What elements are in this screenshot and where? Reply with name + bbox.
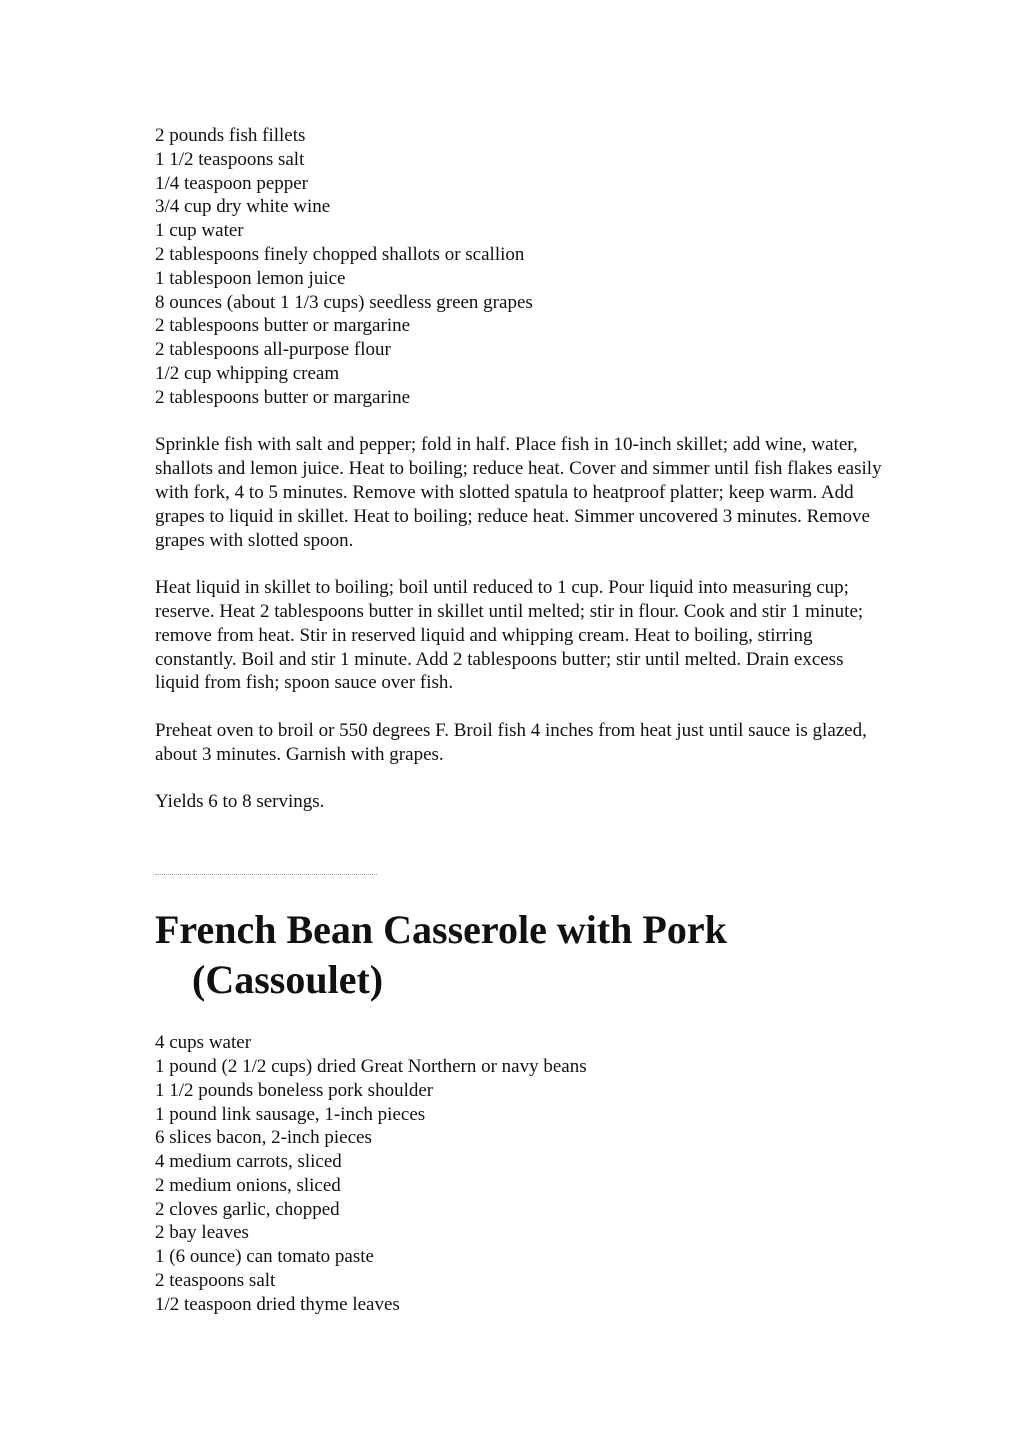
ingredient-item: 2 cloves garlic, chopped: [155, 1198, 340, 1220]
ingredient-item: 2 teaspoons salt: [155, 1270, 276, 1292]
ingredient-item: 2 tablespoons butter or margarine: [155, 315, 411, 337]
ingredient-item: 2 tablespoons finely chopped shallots or scallion: [155, 243, 525, 265]
instruction-paragraph: Heat liquid in skillet to boiling; boil until reduced to 1 cup. Pour liquid into measuring cup; reserve. Heat 2 tablespoons butter in skillet until melted; stir in flour. Cook and stir 1 minute; remove from heat. Stir in reserved liquid and whipping cream. Heat to boiling, stirring constantly. Boil and stir 1 minute. Add 2 tablespoons butter; stir until melted. Drain excess liquid from fish; spoon sauce over fish.: [155, 577, 864, 694]
ingredient-item: 1 pound link sausage, 1-inch pieces: [155, 1103, 426, 1125]
ingredient-list: [155, 124, 885, 410]
recipe-title: French Bean Casserole with Pork (Cassoulet): [155, 907, 727, 1003]
ingredient-item: 8 ounces (about 1 1/3 cups) seedless green grapes: [155, 291, 533, 313]
instruction-paragraph: Sprinkle fish with salt and pepper; fold in half. Place fish in 10-inch skillet; add wine, water, shallots and lemon juice. Heat to boiling; reduce heat. Cover and simmer until fish flakes easily with fork, 4 to 5 minutes. Remove with slotted spatula to heatproof platter; keep warm. Add grapes to liquid in skillet. Heat to boiling; reduce heat. Simmer uncovered 3 minutes. Remove grapes with slotted spoon.: [155, 434, 882, 551]
yield-text: Yields 6 to 8 servings.: [155, 791, 325, 813]
ingredient-item: 1 1/2 teaspoons salt: [155, 148, 305, 170]
ingredient-item: 1 pound (2 1/2 cups) dried Great Northern or navy beans: [155, 1055, 587, 1077]
section-divider: [155, 874, 377, 875]
ingredient-item: 3/4 cup dry white wine: [155, 196, 331, 218]
ingredient-item: 2 bay leaves: [155, 1222, 249, 1244]
ingredient-list: [155, 1031, 885, 1317]
ingredient-item: 1/4 teaspoon pepper: [155, 172, 309, 194]
ingredient-item: 1/2 teaspoon dried thyme leaves: [155, 1293, 400, 1315]
ingredient-item: 4 cups water: [155, 1032, 252, 1054]
ingredient-item: 4 medium carrots, sliced: [155, 1151, 342, 1173]
ingredient-item: 1 tablespoon lemon juice: [155, 267, 346, 289]
ingredient-item: 1 1/2 pounds boneless pork shoulder: [155, 1079, 434, 1101]
ingredient-item: 6 slices bacon, 2-inch pieces: [155, 1127, 372, 1149]
document-page: [155, 124, 885, 1317]
ingredient-item: 2 tablespoons butter or margarine: [155, 386, 411, 408]
instruction-paragraph: Preheat oven to broil or 550 degrees F. Broil fish 4 inches from heat just until sauce is glazed, about 3 minutes. Garnish with grapes.: [155, 719, 867, 765]
ingredient-item: 1 cup water: [155, 220, 244, 242]
ingredient-item: 2 medium onions, sliced: [155, 1174, 341, 1196]
ingredient-item: 1 (6 ounce) can tomato paste: [155, 1246, 374, 1268]
ingredient-item: 1/2 cup whipping cream: [155, 362, 340, 384]
ingredient-item: 2 pounds fish fillets: [155, 125, 306, 146]
ingredient-item: 2 tablespoons all-purpose flour: [155, 339, 391, 361]
